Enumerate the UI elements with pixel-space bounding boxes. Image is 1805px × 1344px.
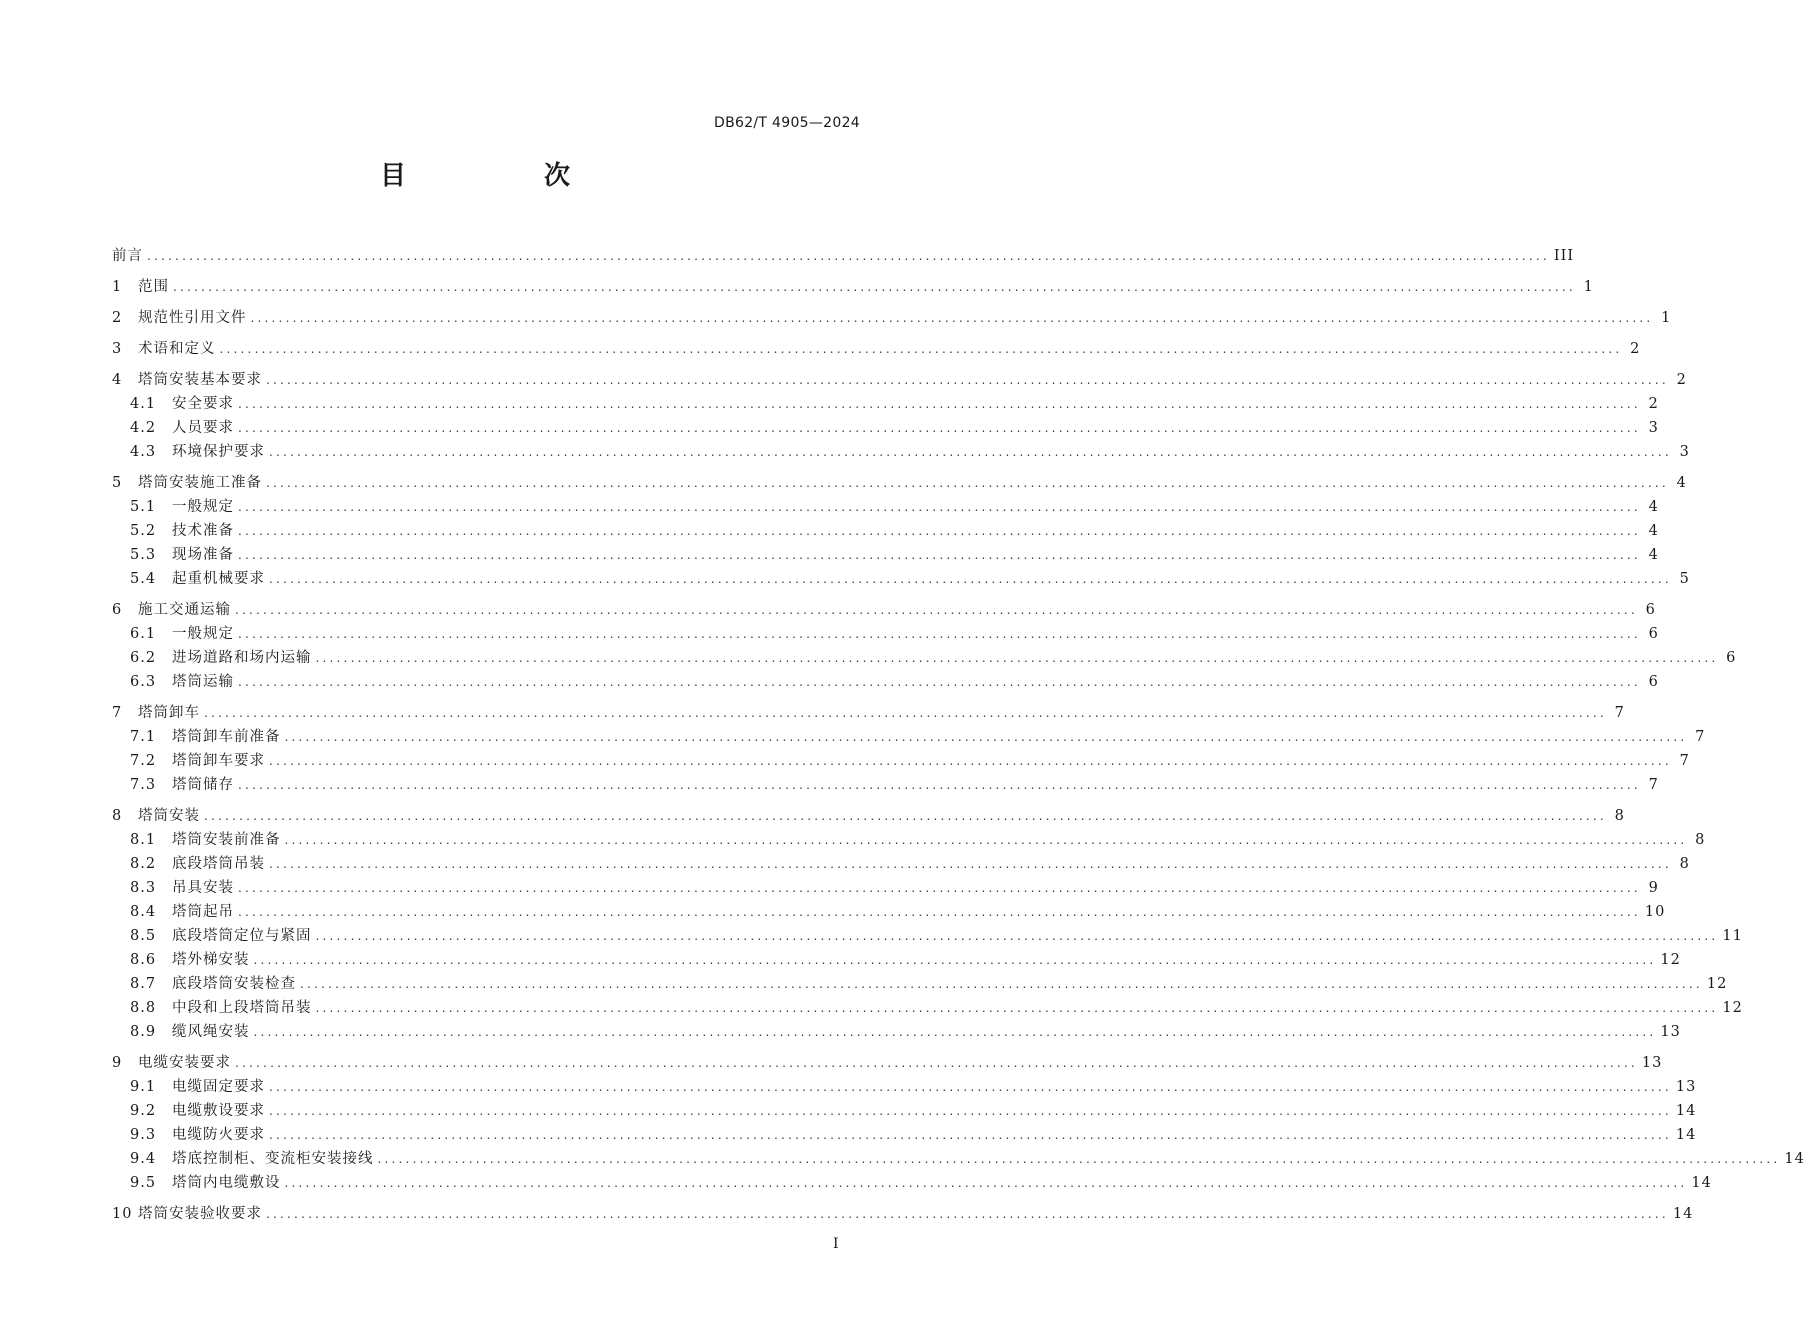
toc-dot-leader: ........................................................................................................................................................................................................	[147, 249, 1550, 263]
toc-entry[interactable]	[112, 749, 1690, 773]
toc-dot-leader: ........................................................................................................................................................................................................	[269, 445, 1672, 459]
toc-entry-page: 5	[1679, 571, 1690, 587]
toc-entry-title: 塔筒内电缆敷设	[172, 1175, 281, 1191]
toc-entry-page: 14	[1784, 1151, 1805, 1167]
toc-entry-title: 底段塔筒定位与紧固	[172, 928, 312, 944]
toc-entry-page: 12	[1722, 1000, 1743, 1016]
toc-dot-leader: ........................................................................................................................................................................................................	[173, 280, 1576, 294]
toc-entry-page: 2	[1676, 372, 1687, 388]
toc-entry-number: 7.3	[130, 777, 157, 793]
toc-dot-leader: ........................................................................................................................................................................................................	[238, 905, 1641, 919]
toc-entry-title: 一般规定	[172, 626, 234, 642]
toc-entry-title: 进场道路和场内运输	[172, 650, 312, 666]
toc-entry[interactable]	[112, 725, 1706, 749]
toc-dot-leader: ........................................................................................................................................................................................................	[266, 1207, 1669, 1221]
toc-dot-leader: ........................................................................................................................................................................................................	[238, 421, 1641, 435]
toc-dot-leader: ........................................................................................................................................................................................................	[238, 778, 1641, 792]
toc-entry-title: 前言	[112, 248, 143, 264]
toc-entry-page: 14	[1675, 1127, 1697, 1143]
toc-entry[interactable]	[112, 996, 1743, 1020]
toc-entry-page: 8	[1679, 856, 1690, 872]
toc-entry[interactable]	[112, 519, 1659, 543]
toc-entry[interactable]	[112, 567, 1690, 591]
toc-entry[interactable]	[112, 598, 1656, 622]
toc-entry-number: 6.2	[130, 650, 157, 666]
toc-entry-page: 1	[1661, 310, 1672, 326]
toc-dot-leader: ........................................................................................................................................................................................................	[377, 1152, 1781, 1166]
toc-entry-page: 6	[1648, 674, 1659, 690]
toc-entry-number: 8.6	[130, 952, 157, 968]
toc-entry-title: 环境保护要求	[172, 444, 265, 460]
toc-entry-page: 4	[1648, 547, 1659, 563]
toc-entry-title: 电缆安装要求	[138, 1055, 231, 1071]
toc-entry-number: 7	[112, 705, 123, 721]
toc-entry-page: 13	[1641, 1055, 1663, 1071]
toc-entry-number: 7.2	[130, 753, 157, 769]
toc-dot-leader: ........................................................................................................................................................................................................	[284, 730, 1688, 744]
toc-dot-leader: ........................................................................................................................................................................................................	[238, 627, 1641, 641]
toc-entry[interactable]	[112, 828, 1706, 852]
toc-entry-page: 14	[1672, 1206, 1694, 1222]
toc-entry-number: 9.4	[130, 1151, 157, 1167]
toc-entry-title: 施工交通运输	[138, 602, 231, 618]
toc-entry-number: 8.4	[130, 904, 157, 920]
toc-dot-leader: ........................................................................................................................................................................................................	[266, 373, 1669, 387]
toc-entry-title: 人员要求	[172, 420, 234, 436]
toc-entry-title: 塔底控制柜、变流柜安装接线	[172, 1151, 374, 1167]
toc-entry[interactable]	[112, 337, 1641, 361]
toc-entry[interactable]	[112, 701, 1625, 725]
standard-code: DB62/T 4905—2024	[714, 115, 860, 131]
toc-entry[interactable]	[112, 948, 1681, 972]
toc-entry-title: 术语和定义	[138, 341, 216, 357]
toc-entry-title: 电缆敷设要求	[172, 1103, 265, 1119]
toc-entry-title: 底段塔筒安装检查	[172, 976, 296, 992]
toc-entry-title: 现场准备	[172, 547, 234, 563]
toc-entry-page: 8	[1695, 832, 1706, 848]
toc-entry-page: 2	[1648, 396, 1659, 412]
toc-entry[interactable]	[112, 244, 1575, 268]
toc-entry-page: 4	[1676, 475, 1687, 491]
toc-entry-page: 6	[1645, 602, 1656, 618]
toc-entry-page: 1	[1583, 279, 1594, 295]
toc-dot-leader: ........................................................................................................................................................................................................	[250, 311, 1654, 325]
toc-entry-title: 技术准备	[172, 523, 234, 539]
toc-entry[interactable]	[112, 1147, 1805, 1171]
toc-dot-leader: ........................................................................................................................................................................................................	[204, 706, 1607, 720]
toc-entry-page: 7	[1648, 777, 1659, 793]
toc-entry-number: 8.1	[130, 832, 157, 848]
toc-entry-page: 6	[1648, 626, 1659, 642]
toc-entry-title: 塔筒储存	[172, 777, 234, 793]
page-number: I	[833, 1236, 839, 1252]
toc-entry-title: 塔筒运输	[172, 674, 234, 690]
toc-entry-title: 中段和上段塔筒吊装	[172, 1000, 312, 1016]
toc-entry-page: 13	[1675, 1079, 1697, 1095]
toc-entry-page: 6	[1726, 650, 1737, 666]
toc-entry[interactable]	[112, 622, 1659, 646]
toc-entry-number: 4.1	[130, 396, 157, 412]
toc-entry[interactable]	[112, 876, 1659, 900]
toc-entry-page: 11	[1722, 928, 1743, 944]
toc-entry[interactable]	[112, 440, 1690, 464]
toc-entry-title: 电缆防火要求	[172, 1127, 265, 1143]
toc-entry-number: 8.8	[130, 1000, 157, 1016]
toc-entry-title: 范围	[138, 279, 169, 295]
toc-dot-leader: ........................................................................................................................................................................................................	[315, 651, 1719, 665]
toc-entry-title: 塔外梯安装	[172, 952, 250, 968]
toc-dot-leader: ........................................................................................................................................................................................................	[253, 953, 1657, 967]
toc-entry-page: 3	[1648, 420, 1659, 436]
toc-entry[interactable]	[112, 972, 1728, 996]
toc-dot-leader: ........................................................................................................................................................................................................	[238, 881, 1641, 895]
toc-entry-page: 9	[1648, 880, 1659, 896]
toc-entry-title: 塔筒起吊	[172, 904, 234, 920]
page-title: 目 次	[379, 161, 626, 191]
toc-entry[interactable]	[112, 416, 1659, 440]
toc-entry-title: 塔筒卸车要求	[172, 753, 265, 769]
toc-entry-title: 规范性引用文件	[138, 310, 247, 326]
toc-dot-leader: ........................................................................................................................................................................................................	[266, 476, 1669, 490]
toc-entry-page: 14	[1675, 1103, 1697, 1119]
toc-entry-title: 塔筒安装基本要求	[138, 372, 262, 388]
toc-entry-number: 9.2	[130, 1103, 157, 1119]
toc-entry-number: 8.9	[130, 1024, 157, 1040]
toc-entry-number: 8.2	[130, 856, 157, 872]
toc-entry-number: 6	[112, 602, 123, 618]
toc-dot-leader: ........................................................................................................................................................................................................	[269, 857, 1672, 871]
toc-entry[interactable]	[112, 275, 1594, 299]
toc-entry-number: 5.1	[130, 499, 157, 515]
toc-dot-leader: ........................................................................................................................................................................................................	[219, 342, 1623, 356]
toc-entry[interactable]	[112, 924, 1743, 948]
toc-entry[interactable]	[112, 1075, 1697, 1099]
toc-entry-title: 电缆固定要求	[172, 1079, 265, 1095]
toc-entry[interactable]	[112, 1099, 1697, 1123]
toc-entry-page: 13	[1660, 1024, 1681, 1040]
toc-entry[interactable]	[112, 1051, 1663, 1075]
toc-entry-number: 5	[112, 475, 123, 491]
toc-entry-number: 9.3	[130, 1127, 157, 1143]
toc-entry-number: 3	[112, 341, 123, 357]
toc-dot-leader: ........................................................................................................................................................................................................	[269, 572, 1672, 586]
toc-dot-leader: ........................................................................................................................................................................................................	[269, 1104, 1672, 1118]
toc-entry-title: 吊具安装	[172, 880, 234, 896]
toc-entry-number: 6.3	[130, 674, 157, 690]
toc-entry-page: 7	[1695, 729, 1706, 745]
toc-entry-page: 8	[1614, 808, 1625, 824]
toc-dot-leader: ........................................................................................................................................................................................................	[253, 1025, 1657, 1039]
toc-entry[interactable]	[112, 1171, 1712, 1195]
toc-dot-leader: ........................................................................................................................................................................................................	[269, 754, 1672, 768]
toc-entry-page: 12	[1706, 976, 1728, 992]
toc-entry[interactable]	[112, 646, 1737, 670]
toc-entry-page: 4	[1648, 523, 1659, 539]
toc-entry[interactable]	[112, 804, 1625, 828]
toc-dot-leader: ........................................................................................................................................................................................................	[315, 1001, 1719, 1015]
toc-entry[interactable]	[112, 852, 1690, 876]
toc-entry[interactable]	[112, 543, 1659, 567]
toc-entry-title: 起重机械要求	[172, 571, 265, 587]
toc-dot-leader: ........................................................................................................................................................................................................	[204, 809, 1607, 823]
toc-entry-number: 8.3	[130, 880, 157, 896]
toc-entry-number: 5.3	[130, 547, 157, 563]
toc-entry-number: 7.1	[130, 729, 157, 745]
toc-entry[interactable]	[112, 471, 1687, 495]
toc-entry-title: 塔筒安装验收要求	[138, 1206, 262, 1222]
toc-entry-page: III	[1553, 248, 1575, 264]
toc-dot-leader: ........................................................................................................................................................................................................	[300, 977, 1703, 991]
toc-entry-number: 6.1	[130, 626, 157, 642]
toc-entry[interactable]	[112, 392, 1659, 416]
toc-dot-leader: ........................................................................................................................................................................................................	[235, 603, 1638, 617]
toc-dot-leader: ........................................................................................................................................................................................................	[284, 1176, 1688, 1190]
toc-entry[interactable]	[112, 495, 1659, 519]
toc-entry-title: 缆风绳安装	[172, 1024, 250, 1040]
toc-dot-leader: ........................................................................................................................................................................................................	[238, 524, 1641, 538]
toc-entry-page: 7	[1679, 753, 1690, 769]
toc-entry[interactable]	[112, 900, 1666, 924]
toc-entry-title: 塔筒卸车	[138, 705, 200, 721]
toc-dot-leader: ........................................................................................................................................................................................................	[238, 675, 1641, 689]
toc-entry[interactable]	[112, 306, 1672, 330]
toc-entry-title: 塔筒安装前准备	[172, 832, 281, 848]
toc-entry-page: 2	[1630, 341, 1641, 357]
toc-dot-leader: ........................................................................................................................................................................................................	[269, 1128, 1672, 1142]
table-of-contents	[112, 244, 1805, 1226]
toc-dot-leader: ........................................................................................................................................................................................................	[284, 833, 1688, 847]
toc-entry-page: 7	[1614, 705, 1625, 721]
toc-entry-number: 4	[112, 372, 123, 388]
toc-entry-number: 10	[112, 1206, 133, 1222]
toc-entry-title: 底段塔筒吊装	[172, 856, 265, 872]
toc-entry-title: 塔筒安装施工准备	[138, 475, 262, 491]
toc-entry-number: 4.3	[130, 444, 157, 460]
toc-entry-number: 9.5	[130, 1175, 157, 1191]
toc-dot-leader: ........................................................................................................................................................................................................	[238, 397, 1641, 411]
toc-dot-leader: ........................................................................................................................................................................................................	[269, 1080, 1672, 1094]
toc-entry[interactable]	[112, 1020, 1681, 1044]
toc-entry-number: 5.2	[130, 523, 157, 539]
toc-entry-number: 9.1	[130, 1079, 157, 1095]
toc-entry-page: 12	[1660, 952, 1681, 968]
toc-entry-title: 一般规定	[172, 499, 234, 515]
toc-dot-leader: ........................................................................................................................................................................................................	[238, 500, 1641, 514]
toc-entry[interactable]	[112, 1202, 1694, 1226]
toc-entry[interactable]	[112, 368, 1687, 392]
toc-entry-page: 14	[1691, 1175, 1712, 1191]
toc-entry-page: 10	[1644, 904, 1666, 920]
toc-entry-number: 8.7	[130, 976, 157, 992]
toc-entry-number: 4.2	[130, 420, 157, 436]
toc-entry-number: 8	[112, 808, 123, 824]
toc-entry-number: 8.5	[130, 928, 157, 944]
toc-entry-number: 2	[112, 310, 123, 326]
toc-dot-leader: ........................................................................................................................................................................................................	[315, 929, 1719, 943]
toc-entry-title: 安全要求	[172, 396, 234, 412]
toc-entry-page: 4	[1648, 499, 1659, 515]
toc-entry[interactable]	[112, 1123, 1697, 1147]
toc-dot-leader: ........................................................................................................................................................................................................	[238, 548, 1641, 562]
toc-entry-title: 塔筒卸车前准备	[172, 729, 281, 745]
toc-entry-number: 9	[112, 1055, 123, 1071]
toc-entry[interactable]	[112, 670, 1659, 694]
toc-entry-number: 1	[112, 279, 123, 295]
toc-entry[interactable]	[112, 773, 1659, 797]
toc-entry-page: 3	[1679, 444, 1690, 460]
toc-dot-leader: ........................................................................................................................................................................................................	[235, 1056, 1638, 1070]
toc-entry-number: 5.4	[130, 571, 157, 587]
toc-entry-title: 塔筒安装	[138, 808, 200, 824]
